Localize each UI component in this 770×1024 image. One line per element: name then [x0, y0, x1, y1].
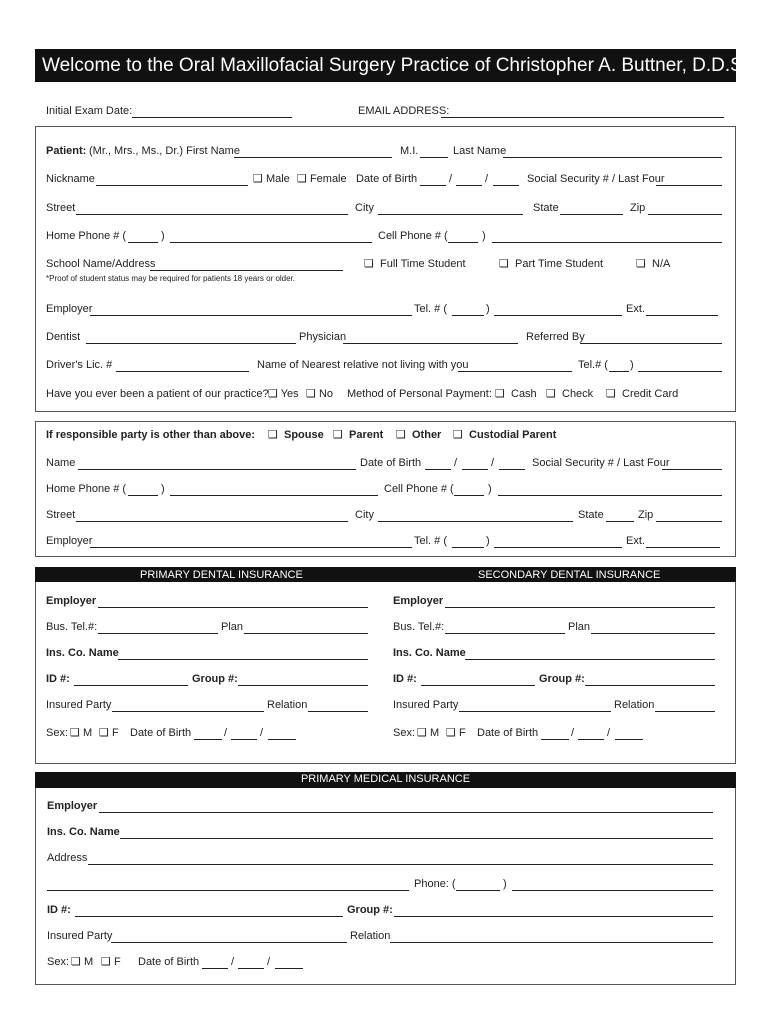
sd-id-field[interactable] [421, 685, 535, 686]
sd-plan-field[interactable] [591, 633, 715, 634]
med-address-field[interactable] [88, 864, 713, 865]
slash: / [485, 173, 489, 185]
med-employer-label: Employer [47, 800, 98, 812]
employer-label: Employer [46, 303, 93, 315]
nearest-relative-field[interactable] [458, 371, 572, 372]
nickname-field[interactable] [96, 185, 248, 186]
parent-checkbox[interactable]: ❑ Parent [333, 429, 384, 441]
email-label: EMAIL ADDRESS: [358, 105, 450, 117]
sd-group-label: Group #: [539, 673, 585, 685]
dob-day[interactable] [456, 185, 482, 186]
slash: / [449, 173, 453, 185]
sd-dob-day[interactable] [578, 739, 604, 740]
male-checkbox[interactable]: ❑ Male [253, 173, 290, 185]
resp-dob-label: Date of Birth [360, 457, 422, 469]
checkbox-icon: ❑ [297, 173, 307, 185]
cell-phone-field[interactable] [492, 242, 722, 243]
resp-cell-label: Cell Phone # ( [384, 483, 454, 495]
resp-tel-area[interactable] [452, 547, 484, 548]
pd-insured-field[interactable] [112, 711, 264, 712]
cell-phone-area[interactable] [448, 242, 478, 243]
resp-ssn-label: Social Security # / Last Four [532, 457, 670, 469]
dob-month[interactable] [420, 185, 446, 186]
pd-dob-year[interactable] [268, 739, 296, 740]
mi-field[interactable] [420, 157, 448, 158]
sd-relation-field[interactable] [655, 711, 715, 712]
cash-checkbox[interactable]: ❑ Cash [495, 388, 537, 400]
pd-relation-field[interactable] [308, 711, 368, 712]
med-dob-year[interactable] [275, 968, 303, 969]
pd-plan-field[interactable] [244, 633, 368, 634]
resp-home-field[interactable] [170, 495, 378, 496]
checkbox-icon: ❑ [453, 429, 463, 441]
city-field[interactable] [378, 214, 523, 215]
pd-employer-field[interactable] [98, 607, 368, 608]
paren: ) [630, 359, 634, 371]
pd-sex-label: Sex: [46, 727, 69, 739]
sd-dob-year[interactable] [615, 739, 643, 740]
dob-year[interactable] [493, 185, 519, 186]
resp-street-field[interactable] [76, 521, 348, 522]
pd-id-label: ID #: [46, 673, 70, 685]
paren: ) [486, 535, 490, 547]
checkbox-icon: ❑ [70, 727, 80, 739]
resp-dob-year[interactable] [499, 469, 525, 470]
pd-group-field[interactable] [238, 685, 368, 686]
pd-dob-label: Date of Birth [130, 727, 192, 739]
resp-home-area[interactable] [128, 495, 158, 496]
full-time-checkbox[interactable]: ❑ Full Time Student [364, 258, 466, 270]
pd-plan-label: Plan [221, 621, 244, 633]
checkbox-icon: ❑ [636, 258, 646, 270]
sd-employer-label: Employer [393, 595, 444, 607]
secondary-dental-header: SECONDARY DENTAL INSURANCE [478, 569, 661, 581]
female-checkbox[interactable]: ❑ Female [297, 173, 347, 185]
checkbox-icon: ❑ [446, 727, 456, 739]
med-f-checkbox[interactable]: ❑ F [101, 956, 121, 968]
med-address-label: Address [47, 852, 88, 864]
checkbox-icon: ❑ [333, 429, 343, 441]
first-name-field[interactable] [234, 157, 392, 158]
pd-dob-month[interactable] [194, 739, 222, 740]
pd-m-checkbox[interactable]: ❑ M [70, 727, 93, 739]
checkbox-icon: ❑ [99, 727, 109, 739]
resp-city-field[interactable] [378, 521, 573, 522]
pd-dob-day[interactable] [231, 739, 257, 740]
sd-relation-label: Relation [614, 699, 655, 711]
street-field[interactable] [76, 214, 348, 215]
referred-field[interactable] [580, 343, 722, 344]
paren: ) [482, 230, 486, 242]
mi-label: M.I. [400, 145, 419, 157]
checkbox-icon: ❑ [71, 956, 81, 968]
pd-id-field[interactable] [74, 685, 188, 686]
slash: / [454, 457, 458, 469]
no-checkbox[interactable]: ❑ No [306, 388, 333, 400]
med-sex-label: Sex: [47, 956, 70, 968]
paren: ) [161, 230, 165, 242]
med-phone-label: Phone: ( [414, 878, 456, 890]
ext-field[interactable] [646, 315, 718, 316]
ext-label: Ext. [626, 303, 645, 315]
med-address-line2[interactable] [47, 890, 409, 891]
checkbox-icon: ❑ [606, 388, 616, 400]
email-field[interactable] [441, 117, 724, 118]
sd-group-field[interactable] [585, 685, 715, 686]
responsible-heading: If responsible party is other than above: [46, 429, 256, 441]
tel-label: Tel. # ( [414, 303, 448, 315]
sd-insured-field[interactable] [459, 711, 611, 712]
med-id-label: ID #: [47, 904, 71, 916]
med-dob-month[interactable] [202, 968, 228, 969]
pd-insured-label: Insured Party [46, 699, 112, 711]
checkbox-icon: ❑ [306, 388, 316, 400]
paren: ) [488, 483, 492, 495]
pd-relation-label: Relation [267, 699, 308, 711]
resp-dob-day[interactable] [462, 469, 488, 470]
resp-state-field[interactable] [606, 521, 634, 522]
nickname-label: Nickname [46, 173, 95, 185]
med-dob-label: Date of Birth [138, 956, 200, 968]
checkbox-icon: ❑ [253, 173, 263, 185]
tel-area[interactable] [452, 315, 484, 316]
med-group-field[interactable] [394, 916, 713, 917]
ssn-field[interactable] [656, 185, 722, 186]
paren: ) [503, 878, 507, 890]
med-phone-area[interactable] [456, 890, 500, 891]
first-name-label: (Mr., Mrs., Ms., Dr.) First Name [89, 145, 240, 157]
na-checkbox[interactable]: ❑ N/A [636, 258, 671, 270]
sd-insured-label: Insured Party [393, 699, 459, 711]
cell-phone-label: Cell Phone # ( [378, 230, 448, 242]
checkbox-icon: ❑ [396, 429, 406, 441]
home-phone-area[interactable] [128, 242, 158, 243]
physician-field[interactable] [343, 343, 518, 344]
slash: / [607, 727, 611, 739]
dentist-field[interactable] [86, 343, 296, 344]
slash: / [267, 956, 271, 968]
page-title: Welcome to the Oral Maxillofacial Surgery Practice of Christopher A. Buttner, D.D.S. [35, 49, 736, 82]
zip-field[interactable] [648, 214, 722, 215]
employer-field[interactable] [90, 315, 412, 316]
spouse-checkbox[interactable]: ❑ Spouse [268, 429, 324, 441]
payment-label: Method of Personal Payment: [347, 388, 492, 400]
resp-home-phone-label: Home Phone # ( [46, 483, 127, 495]
pd-insco-field[interactable] [118, 659, 368, 660]
initial-exam-field[interactable] [132, 117, 292, 118]
resp-name-field[interactable] [78, 469, 356, 470]
checkbox-icon: ❑ [495, 388, 505, 400]
paren: ) [161, 483, 165, 495]
pd-f-checkbox[interactable]: ❑ F [99, 727, 119, 739]
checkbox-icon: ❑ [268, 429, 278, 441]
school-field[interactable] [150, 270, 343, 271]
slash: / [260, 727, 264, 739]
school-label: School Name/Address [46, 258, 156, 270]
last-name-field[interactable] [503, 157, 722, 158]
resp-employer-label: Employer [46, 535, 93, 547]
resp-tel-field[interactable] [494, 547, 622, 548]
med-insured-label: Insured Party [47, 930, 113, 942]
ssn-label: Social Security # / Last Four [527, 173, 665, 185]
dob-label: Date of Birth [356, 173, 418, 185]
checkbox-icon: ❑ [364, 258, 374, 270]
sd-dob-label: Date of Birth [477, 727, 539, 739]
patient-before-label: Have you ever been a patient of our practice? [46, 388, 269, 400]
resp-tel-label: Tel. # ( [414, 535, 448, 547]
med-insured-field[interactable] [111, 942, 347, 943]
state-field[interactable] [560, 214, 623, 215]
med-relation-field[interactable] [390, 942, 713, 943]
resp-state-label: State [578, 509, 604, 521]
medical-header: PRIMARY MEDICAL INSURANCE [35, 772, 736, 788]
sd-dob-month[interactable] [541, 739, 569, 740]
pd-insco-label: Ins. Co. Name [46, 647, 119, 659]
relative-tel-field[interactable] [638, 371, 722, 372]
resp-zip-field[interactable] [656, 521, 722, 522]
physician-label: Physician [299, 331, 347, 343]
med-id-field[interactable] [75, 916, 343, 917]
primary-dental-header: PRIMARY DENTAL INSURANCE [140, 569, 303, 581]
pd-bustel-field[interactable] [98, 633, 218, 634]
resp-zip-label: Zip [638, 509, 654, 521]
resp-ssn-field[interactable] [662, 469, 722, 470]
home-phone-field[interactable] [170, 242, 372, 243]
street-label: Street [46, 202, 76, 214]
relative-tel-area[interactable] [609, 371, 629, 372]
med-relation-label: Relation [350, 930, 391, 942]
check-checkbox[interactable]: ❑ Check [546, 388, 594, 400]
med-group-label: Group #: [347, 904, 393, 916]
pd-bustel-label: Bus. Tel.#: [46, 621, 98, 633]
slash: / [571, 727, 575, 739]
sd-bustel-label: Bus. Tel.#: [393, 621, 445, 633]
initial-exam-label: Initial Exam Date: [46, 105, 133, 117]
drivers-lic-label: Driver's Lic. # [46, 359, 113, 371]
resp-cell-area[interactable] [454, 495, 484, 496]
med-phone-field[interactable] [512, 890, 713, 891]
resp-city-label: City [355, 509, 374, 521]
slash: / [491, 457, 495, 469]
last-name-label: Last Name [453, 145, 507, 157]
part-time-checkbox[interactable]: ❑ Part Time Student [499, 258, 604, 270]
sd-m-checkbox[interactable]: ❑ M [417, 727, 440, 739]
dentist-label: Dentist [46, 331, 81, 343]
proof-note: *Proof of student status may be required for patients 18 years or older. [46, 274, 296, 283]
pd-employer-label: Employer [46, 595, 97, 607]
paren: ) [486, 303, 490, 315]
sd-plan-label: Plan [568, 621, 591, 633]
resp-name-label: Name [46, 457, 76, 469]
resp-employer-field[interactable] [90, 547, 412, 548]
resp-cell-field[interactable] [498, 495, 722, 496]
tel-field[interactable] [494, 315, 622, 316]
medical-section [35, 772, 736, 985]
custodial-checkbox[interactable]: ❑ Custodial Parent [453, 429, 557, 441]
relative-tel-label: Tel.# ( [578, 359, 608, 371]
referred-label: Referred By [526, 331, 585, 343]
sd-bustel-field[interactable] [445, 633, 565, 634]
sd-f-checkbox[interactable]: ❑ F [446, 727, 466, 739]
yes-checkbox[interactable]: ❑ Yes [268, 388, 299, 400]
home-phone-label: Home Phone # ( [46, 230, 127, 242]
pd-group-label: Group #: [192, 673, 238, 685]
checkbox-icon: ❑ [101, 956, 111, 968]
patient-label: Patient: [46, 145, 87, 157]
checkbox-icon: ❑ [268, 388, 278, 400]
nearest-relative-label: Name of Nearest relative not living with you [257, 359, 469, 371]
sd-insco-label: Ins. Co. Name [393, 647, 466, 659]
zip-label: Zip [630, 202, 646, 214]
resp-street-label: Street [46, 509, 76, 521]
sd-sex-label: Sex: [393, 727, 416, 739]
med-dob-day[interactable] [238, 968, 264, 969]
checkbox-icon: ❑ [499, 258, 509, 270]
resp-ext-label: Ext. [626, 535, 645, 547]
credit-checkbox[interactable]: ❑ Credit Card [606, 388, 679, 400]
sd-id-label: ID #: [393, 673, 417, 685]
checkbox-icon: ❑ [417, 727, 427, 739]
checkbox-icon: ❑ [546, 388, 556, 400]
slash: / [231, 956, 235, 968]
resp-dob-month[interactable] [425, 469, 451, 470]
resp-ext-field[interactable] [646, 547, 720, 548]
med-employer-field[interactable] [99, 812, 713, 813]
slash: / [224, 727, 228, 739]
state-label: State [533, 202, 559, 214]
sd-insco-field[interactable] [465, 659, 715, 660]
other-checkbox[interactable]: ❑ Other [396, 429, 442, 441]
drivers-lic-field[interactable] [116, 371, 249, 372]
sd-employer-field[interactable] [445, 607, 715, 608]
med-insco-field[interactable] [120, 838, 713, 839]
med-insco-label: Ins. Co. Name [47, 826, 120, 838]
city-label: City [355, 202, 374, 214]
med-m-checkbox[interactable]: ❑ M [71, 956, 94, 968]
